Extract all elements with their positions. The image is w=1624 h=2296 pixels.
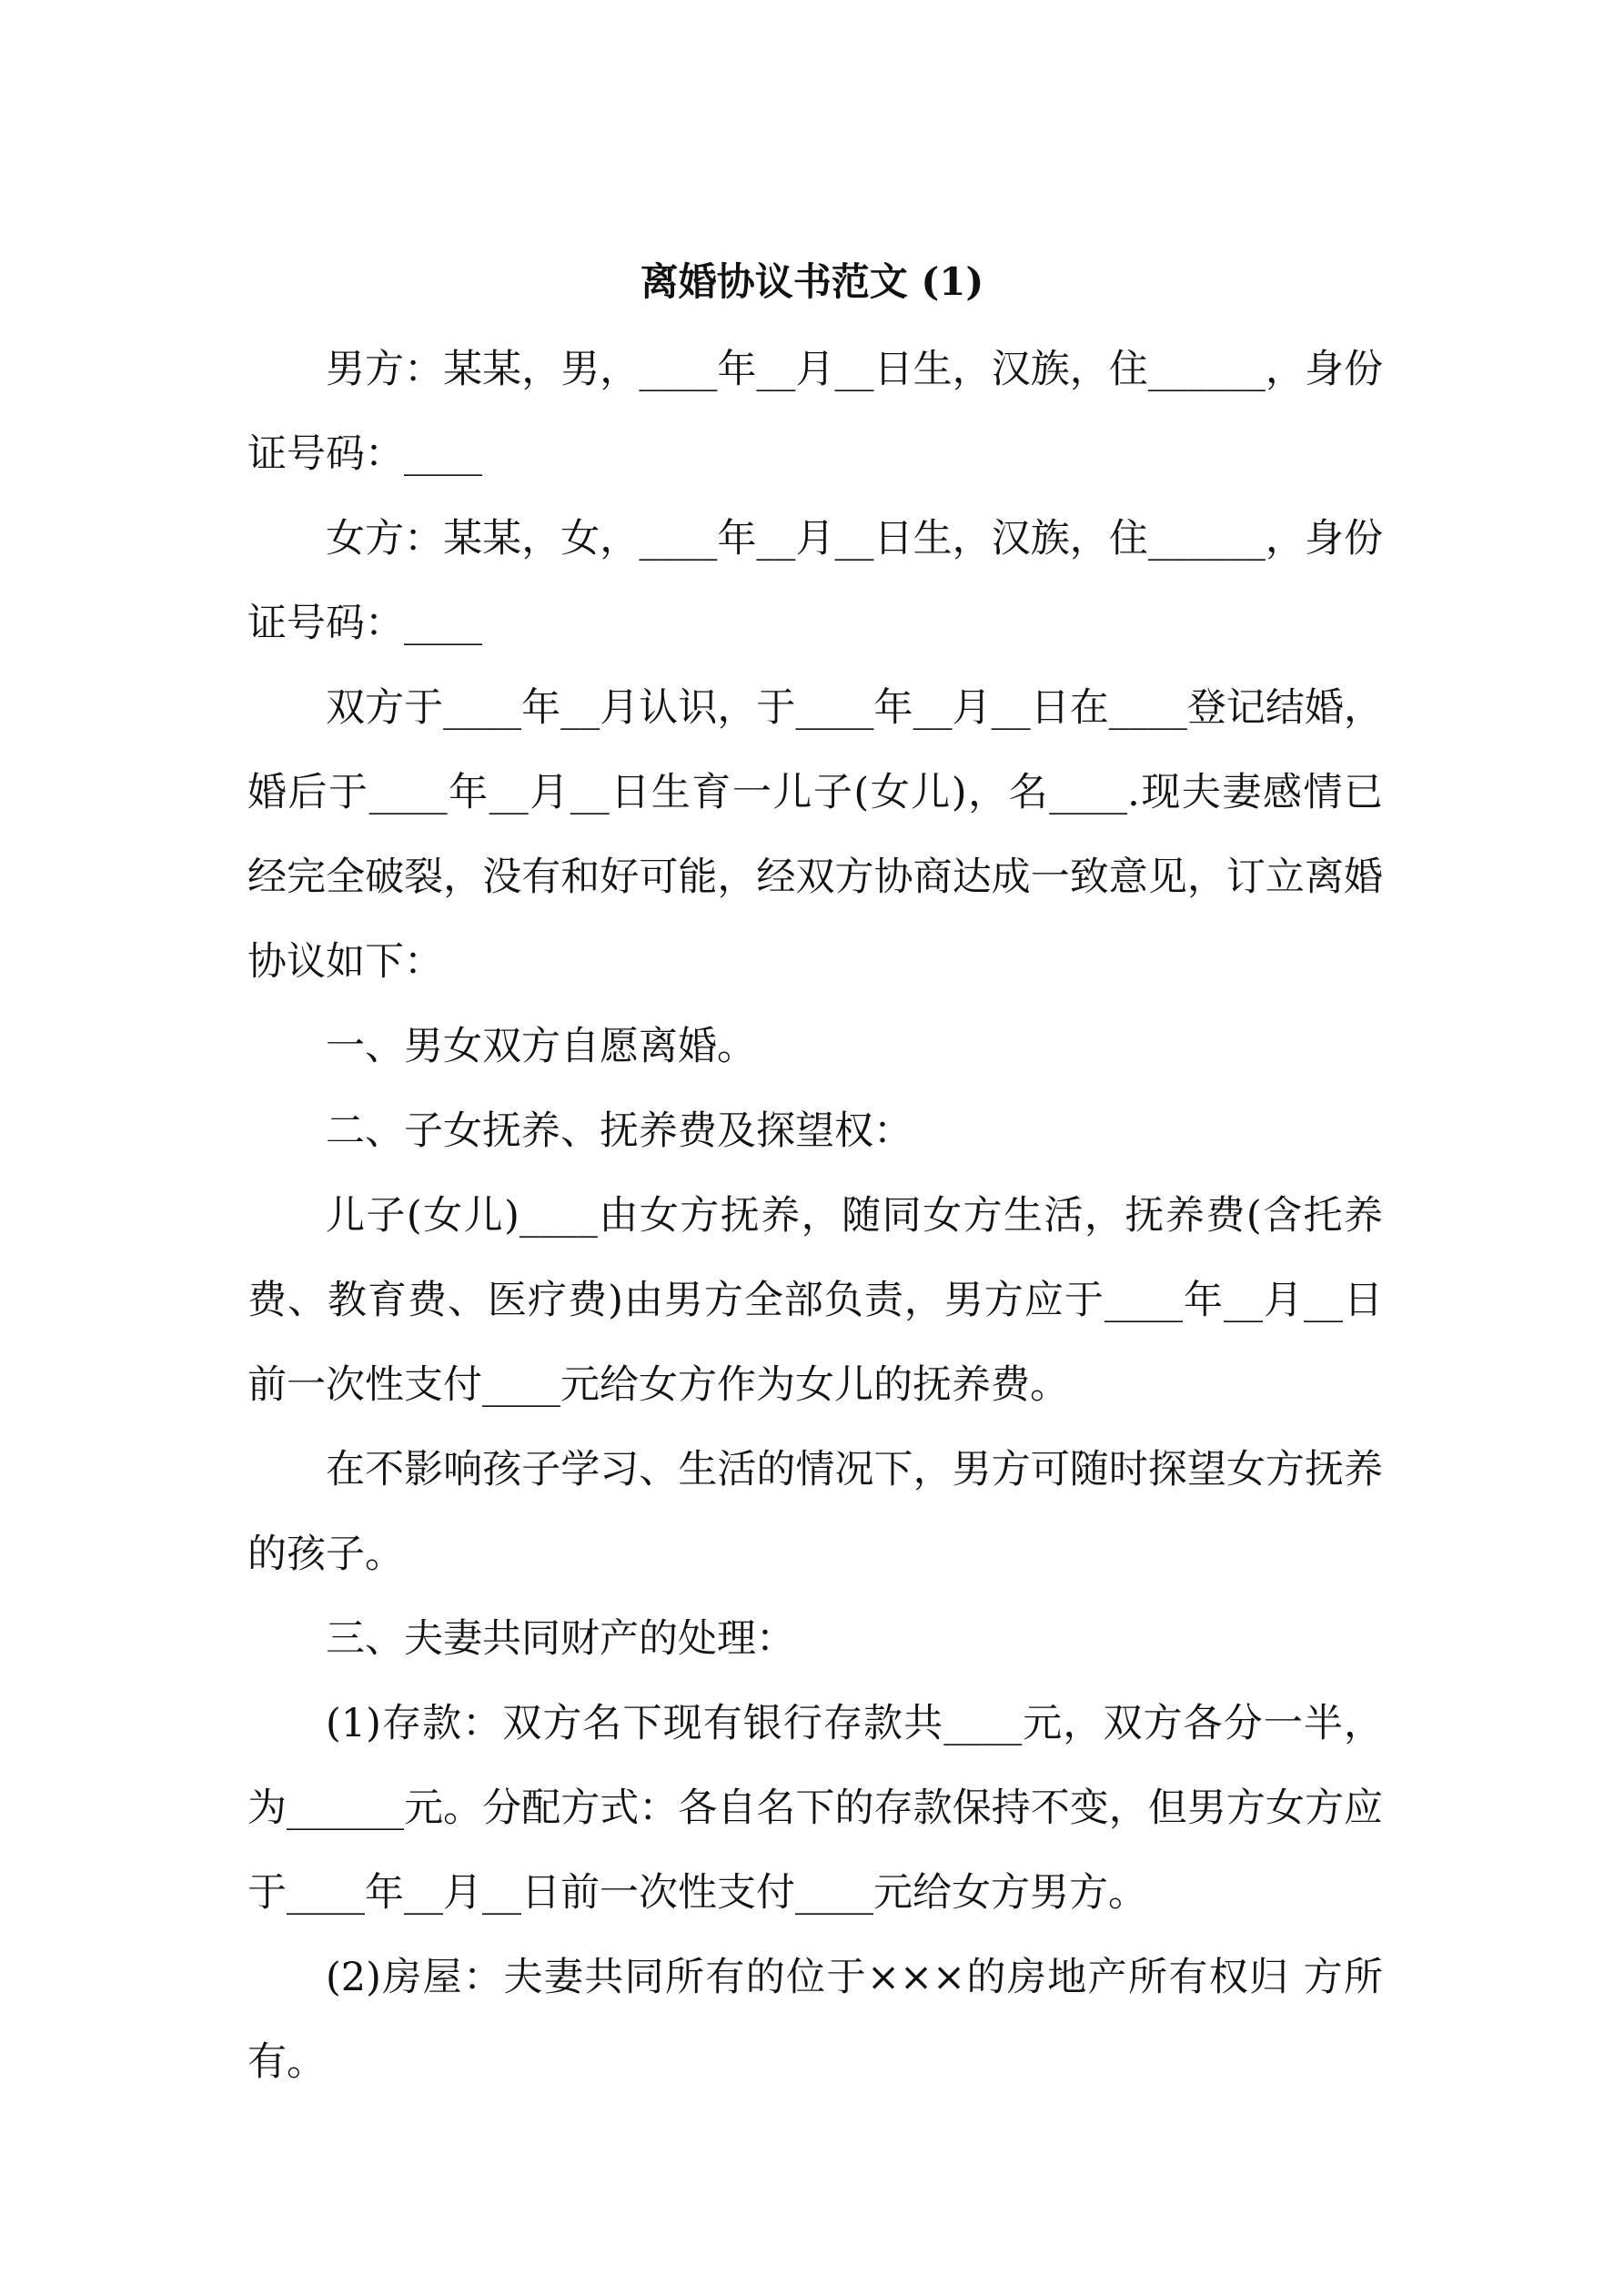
paragraph-male-party: 男方：某某，男，____年__月__日生，汉族，住______，身份证号码：____ xyxy=(247,347,1383,477)
paragraph-marriage-background: 双方于____年__月认识，于____年__月__日在____登记结婚，婚后于____年__月__日生育一儿子(女儿)，名____.现夫妻感情已经完全破裂，没有和好可能，经双方协商达成一致意见，订立离婚协议如下： xyxy=(247,685,1383,985)
paragraph-deposits: (1)存款：双方名下现有银行存款共____元，双方各分一半，为______元。分配方式：各自名下的存款保持不变，但男方女方应于____年__月__日前一次性支付____元给女方男方。 xyxy=(247,1701,1383,1916)
paragraph-house: (2)房屋：夫妻共同所有的位于×××的房地产所有权归 方所有。 xyxy=(247,1955,1383,2085)
paragraph-clause-2-heading: 二、子女抚养、抚养费及探望权： xyxy=(326,1108,913,1154)
paragraph-visitation: 在不影响孩子学习、生活的情况下，男方可随时探望女方抚养的孩子。 xyxy=(247,1447,1383,1577)
paragraph-clause-1: 一、男女双方自愿离婚。 xyxy=(326,1024,756,1069)
paragraph-clause-3-heading: 三、夫妻共同财产的处理： xyxy=(326,1616,795,1662)
document-body xyxy=(247,328,1383,2105)
document-title: 离婚协议书范文 (1) xyxy=(640,259,984,304)
paragraph-female-party: 女方：某某，女，____年__月__日生，汉族，住______，身份证号码：____ xyxy=(247,516,1383,646)
paragraph-child-custody: 儿子(女儿)____由女方抚养，随同女方生活，抚养费(含托养费、教育费、医疗费)由男方全部负责，男方应于____年__月__日前一次性支付____元给女方作为女儿的抚养费。 xyxy=(247,1193,1383,1408)
